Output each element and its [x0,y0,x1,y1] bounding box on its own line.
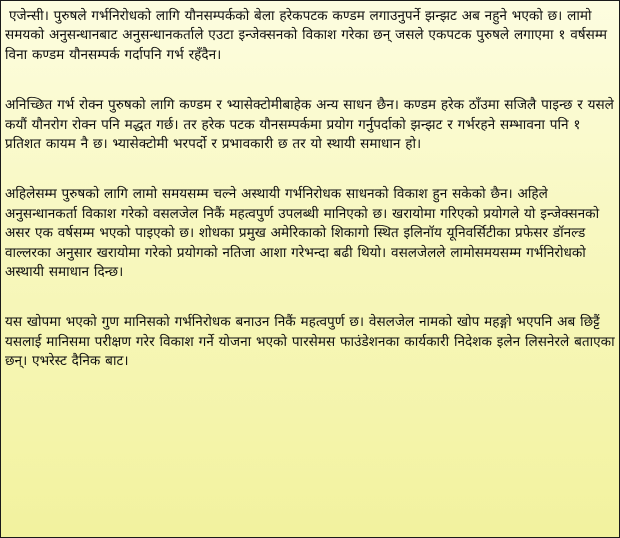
paragraph-1: एजेन्सी। पुरुषले गर्भनिरोधको लागि यौनसम्पर्कको बेला हरेकपटक कण्डम लगाउनुपर्ने झन्झट अब नहुने भएको छ। लामो समयको अनुसन्धानबाट अनुसन्धानकर्ताले एउटा इन्जेक्सनको विकाश गरेका छन्‌ जसले एकपटक पुरुषले लगाएमा १ वर्षसम्म विना कण्डम यौनसम्पर्क गर्दापनि गर्भ रहँदैन। [5,8,608,63]
paragraph-3: अहिलेसम्म पुरुषको लागि लामो समयसम्म चल्ने अस्थायी गर्भनिरोधक साधनको विकाश हुन सकेको छैन। अहिले अनुसन्धानकर्ता विकाश गरेको वसलजेल निकैं महत्वपुर्ण उपलब्धी मानिएको छ। खरायोमा गरिएको प्रयोगले यो इन्जेक्सनको असर एक वर्षसम्म भएको पाइएको छ। शोधका प्रमुख अमेरिकाको शिकागो स्थित इलिनॉय यूनिवर्सिटीका प्रफेसर डॉनल्ड वाल्लरका अनुसार खरायोमा गरेको प्रयोगको नतिजा आशा गरेभन्दा बढी थियो। वसलजेलले लामोसमयसम्म गर्भनिरोधको अस्थायी समाधान दिन्छ। [5,186,600,281]
paragraph-2: अनिच्छित गर्भ रोक्न पुरुषको लागि कण्डम र भ्यासेक्टोमीबाहेक अन्य साधन छैन। कण्डम हरेक ठाँउमा सजिलै पाइन्छ र यसले कयौं यौनरोग रोक्न पनि मद्धत गर्छ। तर हरेक पटक यौनसम्पर्कमा प्रयोग गर्नुपर्दाको झन्झट र गर्भरहने सम्भावना पनि १ प्रतिशत कायम नै छ। भ्यासेक्टोमी भरपर्दो र प्रभावकारी छ तर यो स्थायी समाधान हो। [5,97,614,153]
article-body [5,7,617,372]
paragraph-4: यस खोपमा भएको गुण मानिसको गर्भनिरोधक बनाउन निकैं महत्वपुर्ण छ। वेसलजेल नामको खोप महङ्गो भएपनि अब छिट्टैं यसलाई मानिसमा परीक्षण गरेर विकाश गर्ने योजना भएको पारसेमस फाउंडेशनका कार्यकारी निदेशक इलेन लिसनेरले बताएका छन्‌। एभरेस्ट दैनिक बाट। [5,314,615,370]
